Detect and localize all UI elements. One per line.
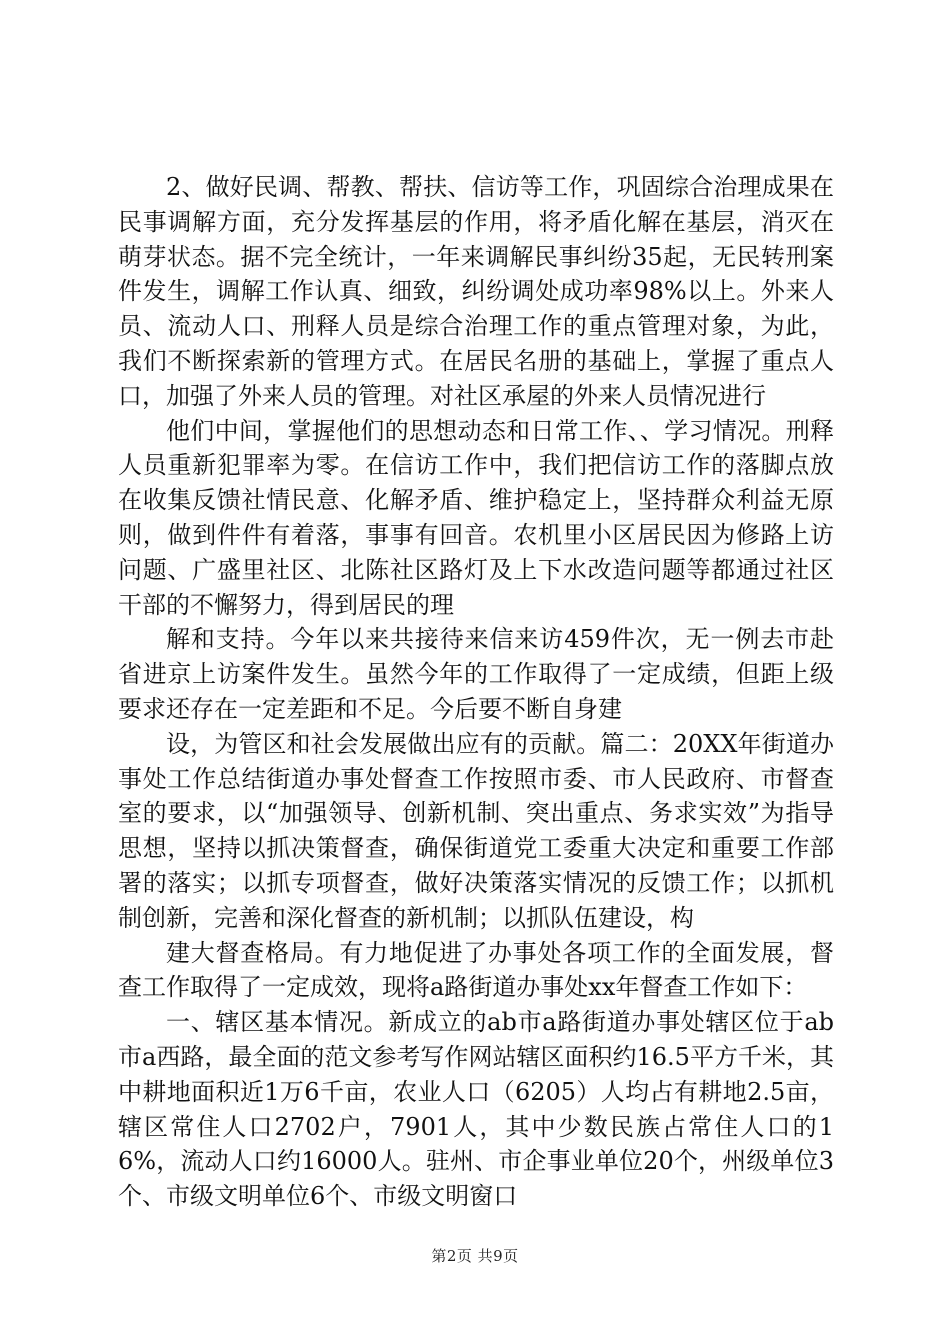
paragraph-4: 设，为管区和社会发展做出应有的贡献。篇二：20XX年街道办事处工作总结街道办事处督查工作按照市委、市人民政府、市督查室的要求，以“加强领导、创新机制、突出重点、务求实效”为指导思想，坚持以抓决策督查，确保街道党工委重大决定和重要工作部署的落实；以抓专项督查，做好决策落实情况的反馈工作；以抓机制创新，完善和深化督查的新机制；以抓队伍建设，构 (118, 729, 834, 932)
document-body (118, 170, 834, 1214)
paragraph-3: 解和支持。今年以来共接待来信来访459件次，无一例去市赴省进京上访案件发生。虽然今年的工作取得了一定成绩，但距上级要求还存在一定差距和不足。今后要不断自身建 (118, 625, 834, 723)
paragraph-2: 他们中间，掌握他们的思想动态和日常工作、、学习情况。刑释人员重新犯罪率为零。在信访工作中，我们把信访工作的落脚点放在收集反馈社情民意、化解矛盾、维护稳定上，坚持群众利益无原则，做到件件有着落，事事有回音。农机里小区居民因为修路上访问题、广盛里社区、北陈社区路灯及上下水改造问题等都通过社区干部的不懈努力，得到居民的理 (118, 416, 834, 619)
paragraph-1: 2、做好民调、帮教、帮扶、信访等工作，巩固综合治理成果在民事调解方面，充分发挥基层的作用，将矛盾化解在基层，消灭在萌芽状态。据不完全统计，一年来调解民事纠纷35起，无民转刑案件发生，调解工作认真、细致，纠纷调处成功率98%以上。外来人员、流动人口、刑释人员是综合治理工作的重点管理对象，为此，我们不断探索新的管理方式。在居民名册的基础上，掌握了重点人口，加强了外来人员的管理。对社区承屋的外来人员情况进行 (118, 173, 834, 410)
paragraph-5: 建大督查格局。有力地促进了办事处各项工作的全面发展，督查工作取得了一定成效，现将a路街道办事处xx年督查工作如下： (118, 938, 834, 1002)
paragraph-6: 一、辖区基本情况。新成立的ab市a路街道办事处辖区位于ab市a西路，最全面的范文参考写作网站辖区面积约16.5平方千米，其中耕地面积近1万6千亩，农业人口（6205）人均占有耕地2.5亩，辖区常住人口2702户，7901人，其中少数民族占常住人口的16%，流动人口约16000人。驻州、市企事业单位20个，州级单位3个、市级文明单位6个、市级文明窗口 (118, 1008, 834, 1211)
page-number-footer: 第2页 共9页 (431, 1247, 519, 1265)
